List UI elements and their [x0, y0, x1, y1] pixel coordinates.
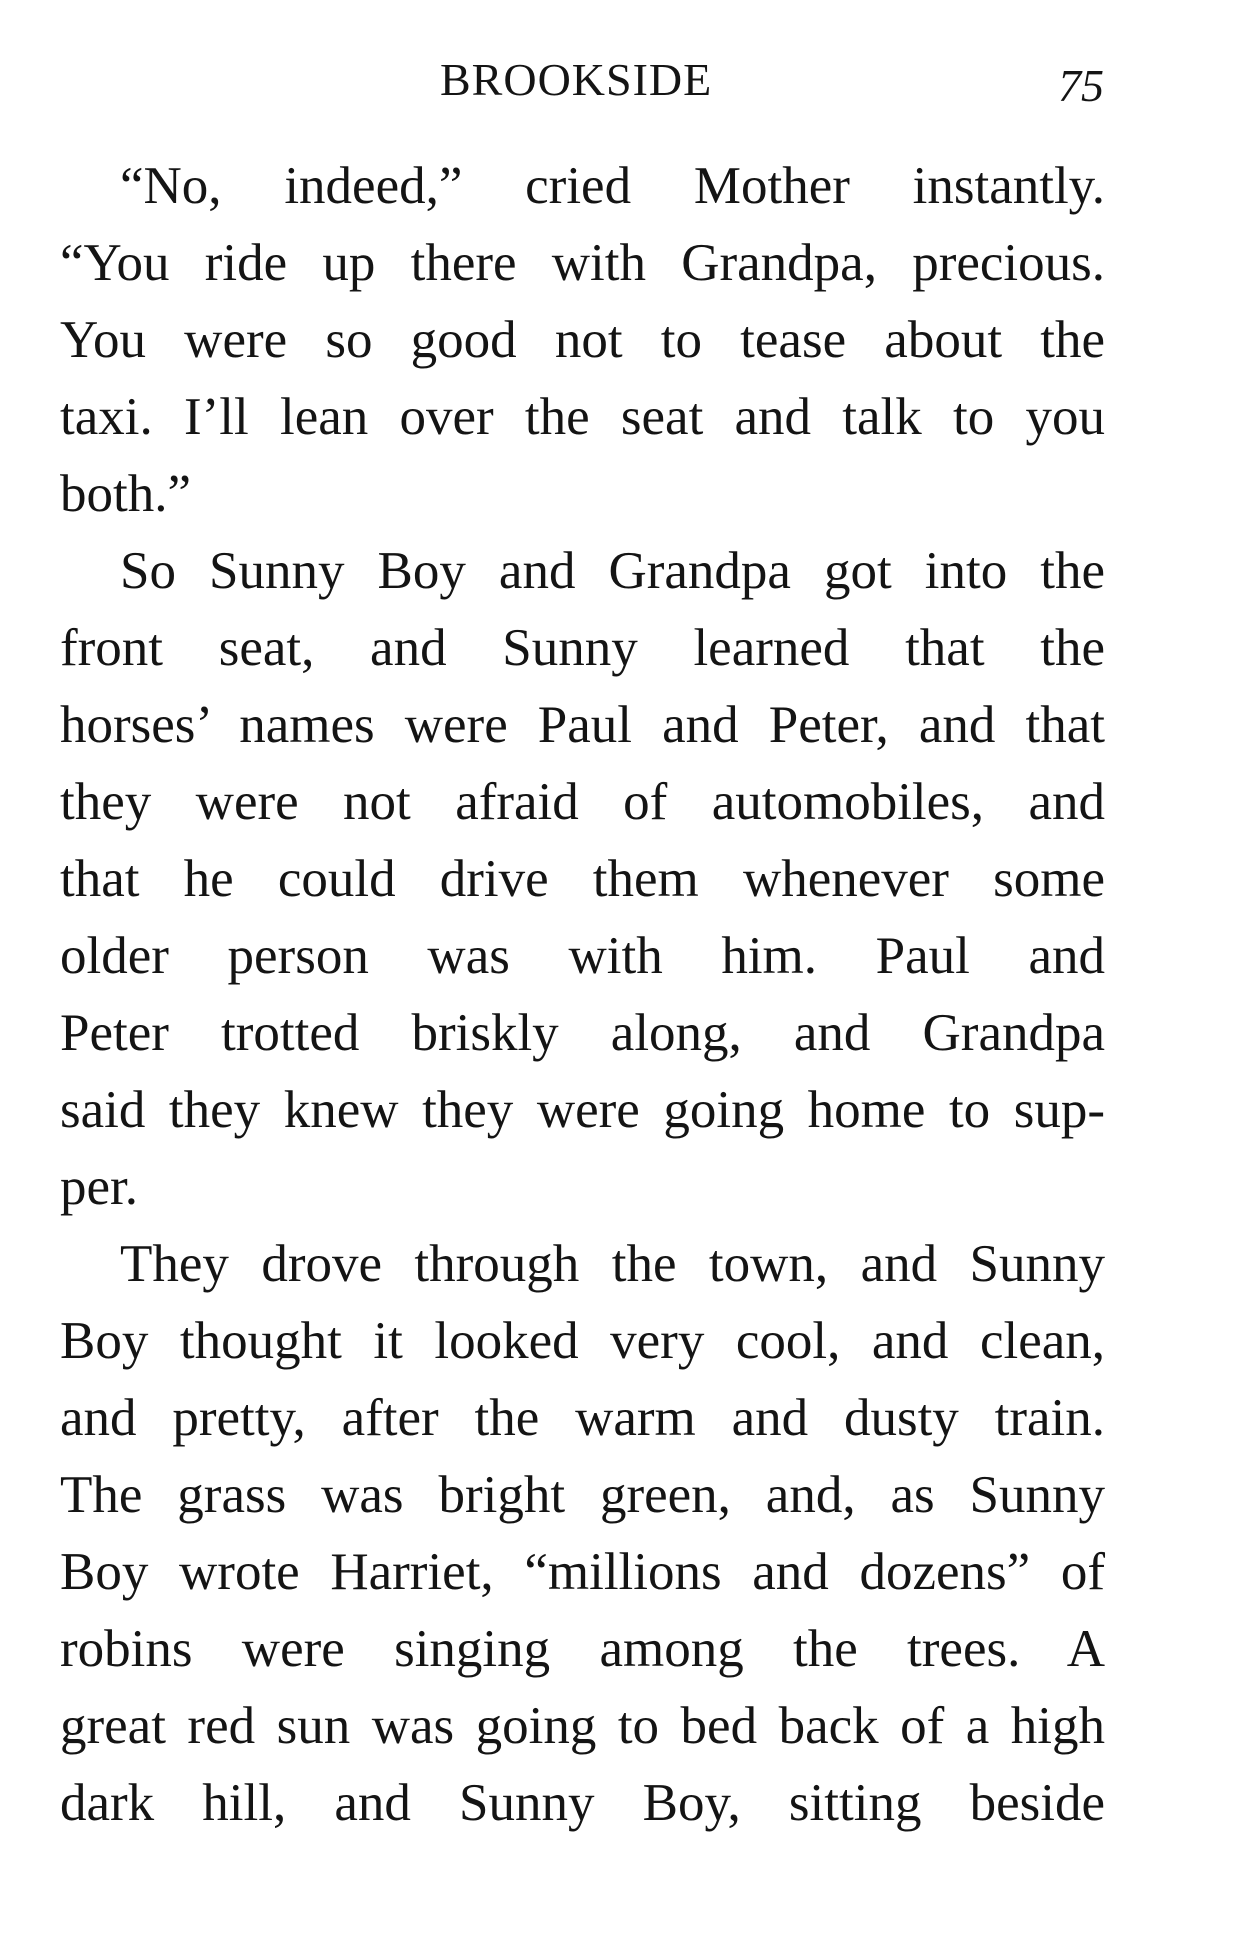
text-line: dark hill, and Sunny Boy, sitting beside	[60, 1774, 1105, 1832]
text-line: taxi. I’ll lean over the seat and talk to you	[60, 388, 1105, 446]
text-line: You were so good not to tease about the	[60, 311, 1105, 369]
text-line: robins were singing among the trees. A	[60, 1620, 1105, 1678]
text-line: front seat, and Sunny learned that the	[60, 619, 1105, 677]
text-line: great red sun was going to bed back of a high	[60, 1697, 1105, 1755]
running-head	[0, 50, 1237, 110]
paragraph-2	[60, 533, 1105, 1226]
text-line: They drove through the town, and Sunny	[120, 1235, 1105, 1293]
page-number: 75	[1058, 60, 1104, 111]
text-line: they were not afraid of automobiles, and	[60, 773, 1105, 831]
text-line: older person was with him. Paul and	[60, 927, 1105, 985]
text-line: per.	[60, 1158, 138, 1216]
text-line: Peter trotted briskly along, and Grandpa	[60, 1004, 1105, 1062]
text-line: both.”	[60, 465, 191, 523]
paragraph-1	[60, 148, 1105, 533]
text-line: horses’ names were Paul and Peter, and that	[60, 696, 1105, 754]
text-line: Boy thought it looked very cool, and clean,	[60, 1312, 1105, 1370]
text-line: “You ride up there with Grandpa, precious.	[60, 234, 1105, 292]
text-line: Boy wrote Harriet, “millions and dozens” of	[60, 1543, 1105, 1601]
text-line: that he could drive them whenever some	[60, 850, 1105, 908]
running-title: BROOKSIDE	[440, 54, 713, 105]
text-line: “No, indeed,” cried Mother instantly.	[120, 157, 1105, 215]
body-text	[60, 148, 1105, 1842]
text-line: and pretty, after the warm and dusty train.	[60, 1389, 1105, 1447]
text-line: said they knew they were going home to sup-	[60, 1081, 1105, 1139]
text-line: The grass was bright green, and, as Sunny	[60, 1466, 1105, 1524]
paragraph-3	[60, 1226, 1105, 1842]
text-line: So Sunny Boy and Grandpa got into the	[120, 542, 1105, 600]
